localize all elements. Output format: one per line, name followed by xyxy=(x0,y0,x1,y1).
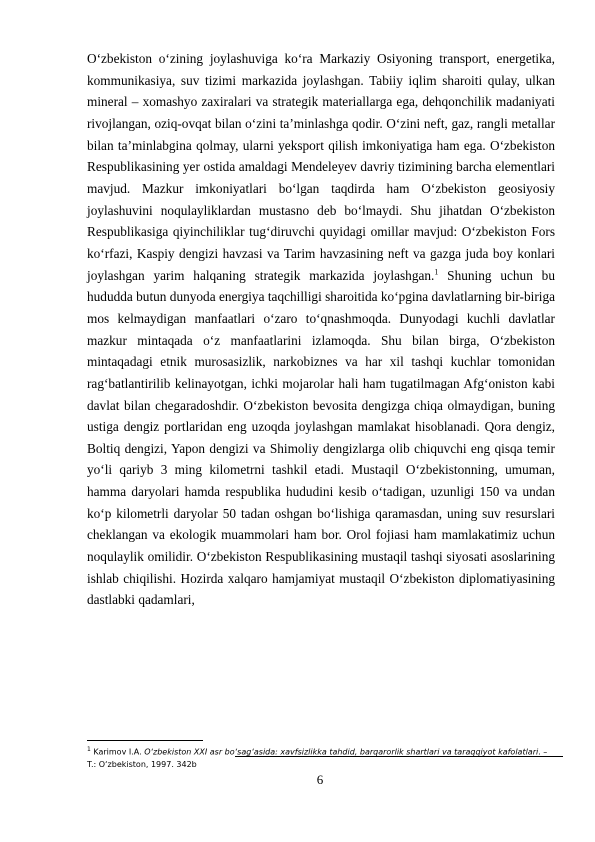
footnote-publication: . – T.: O‘zbekiston, 1997. 342b xyxy=(87,747,548,769)
body-text-part1: O‘zbekiston o‘zining joylashuviga ko‘ra Markaziy Osiyoning transport, energetika, kommunikasiya, suv tizimi markazida joylashgan. Tabiiy iqlim sharoiti qulay, ulkan mineral – xomashyo zaxiralari va strategik materiallarga ega, dehqonchilik madaniyati rivojlangan, oziq-ovqat bilan o‘zini ta’minlashga qodir. O‘zini neft, gaz, rangli metallar bilan ta’minlabgina qolmay, ularni yeksport qilish imkoniyatiga ham ega. O‘zbekiston Respublikasining yer ostida amaldagi Mendeleyev davriy tizimining barcha elementlari mavjud. Mazkur imkoniyatlari bo‘lgan taqdirda ham O‘zbekiston geosiyosiy joylashuvini noqulayliklardan mustasno deb bo‘lmaydi. Shu jihatdan O‘zbekiston Respublikasiga qiyinchiliklar tug‘diruvchi quyidagi omillar mavjud: O‘zbekiston Fors ko‘rfazi, Kaspiy dengizi havzasi va Tarim havzasining neft va gazga juda boy konlari joylashgan yarim halqaning strategik markazida joylashgan. xyxy=(87,51,555,283)
footnote xyxy=(87,744,557,771)
footnote-author: Karimov I.A. xyxy=(90,747,145,757)
body-text-part2: Shuning uchun bu hududda butun dunyoda energiya taqchilligi sharoitida ko‘pgina davlatlarning bir-biriga mos kelmaydigan manfaatlari o‘zaro to‘qnashmoqda. Dunyodagi kuchli davlatlar mazkur mintaqada o‘z manfaatlarini izlamoqda. Shu bilan birga, O‘zbekiston mintaqadagi etnik murosasizlik, narkobiznes va har xil tashqi kuchlar tomonidan rag‘batlantirilib kelinayotgan, ichki mojarolar hali ham tugatilmagan Afg‘oniston kabi davlat bilan chegaradoshdir. O‘zbekiston bevosita dengizga chiqa olmaydigan, buning ustiga dengiz portlaridan eng uzoqda joylashgan mamlakat hisoblanadi. Qora dengiz, Boltiq dengizi, Yapon dengizi va Shimoliy dengizlarga olib chiquvchi eng qisqa temir yo‘li qariyb 3 ming kilometrni tashkil etadi. Mustaqil O‘zbekistonning, umuman, hamma daryolari hamda respublika hududini kesib o‘tadigan, uzunligi 150 va undan ko‘p kilometrli daryolar 50 tadan oshgan bo‘lishiga qaramasdan, uning suv resurslari cheklangan va ekologik muammolari ham bor. Orol fojiasi ham mamlakatimiz uchun noqulaylik omilidir. O‘zbekiston Respublikasining mustaqil tashqi siyosati asoslarining ishlab chiqilishi. Hozirda xalqaro hamjamiyat mustaqil O‘zbekiston diplomatiyasining dastlabki qadamlari, xyxy=(87,267,555,608)
footnote-reference[interactable]: 1 xyxy=(434,267,439,277)
footnote-title: O‘zbekiston XXI asr bo‘sag‘asida: xavfsizlikka tahdid, barqarorlik shartlari va taraqqiyot kafolatlari xyxy=(144,747,539,757)
footnote-underline xyxy=(235,756,563,757)
body-paragraph xyxy=(87,48,555,611)
footnote-number: 1 xyxy=(87,746,91,753)
page-number: 6 xyxy=(316,772,324,787)
footnote-separator xyxy=(87,740,203,741)
